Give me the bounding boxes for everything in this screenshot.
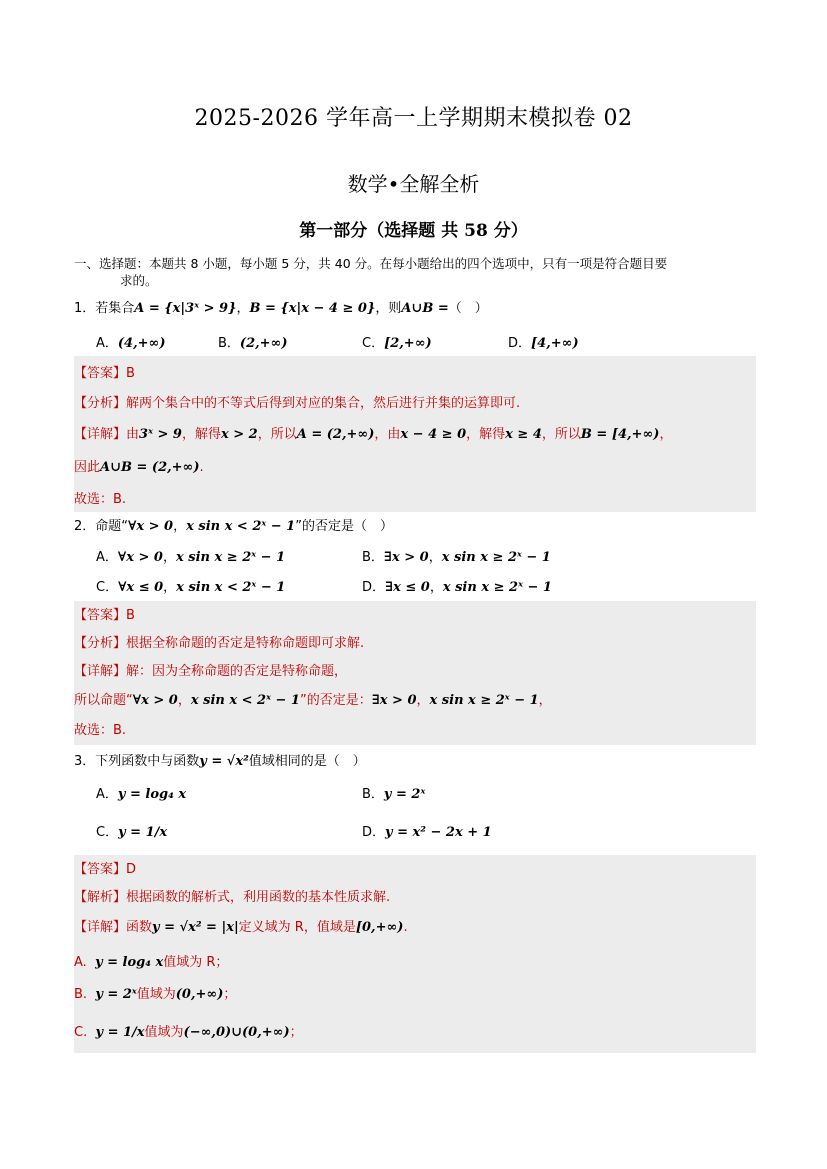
- q3-item-b-range: (0,+∞): [175, 987, 224, 1002]
- q1-option-a-math: (4,+∞): [117, 336, 166, 351]
- q3-answer-value: D: [126, 862, 137, 877]
- q1-answer-value: B: [126, 366, 135, 381]
- q1-option-b: [218, 332, 288, 351]
- q1-detail2-p2: .: [199, 460, 204, 475]
- q1-option-c: [362, 332, 432, 351]
- part-heading: 第一部分（选择题 共 58 分）: [299, 221, 528, 241]
- q2-detail2-p1: 所以命题“: [74, 693, 133, 708]
- q2-detail2-m3: ∃x > 0: [371, 693, 417, 708]
- q3-answer-tag: 【答案】: [74, 862, 127, 877]
- q2-option-c: [96, 576, 285, 595]
- q2-detail-tag: 【详解】: [74, 664, 127, 679]
- q2-detail2-m4: x sin x ≥ 2ˣ − 1: [429, 693, 539, 708]
- q2-choose: 故选：B.: [74, 723, 127, 738]
- q3-item-c-label: C.: [74, 1025, 88, 1040]
- q1-union: A∪B =: [401, 301, 449, 316]
- q1-detail-m3: A = (2,+∞): [296, 427, 375, 442]
- q1-choose: 故选：B.: [74, 492, 127, 507]
- q2-detail: [74, 660, 347, 679]
- q3-item-c: [74, 1021, 303, 1040]
- q3-item-c-text: 值域为: [144, 1025, 184, 1040]
- q3-detail-p3: .: [403, 920, 408, 935]
- q2-analysis-tag: 【分析】: [74, 636, 127, 651]
- q3-detail-p2: 定义域为 R，值域是: [238, 920, 356, 935]
- q2-detail2-m2: x sin x < 2ˣ − 1: [190, 693, 300, 708]
- q1-analysis: [74, 392, 520, 411]
- q1-answer-tag: 【答案】: [74, 366, 127, 381]
- q2-detail-text: 解：因为全称命题的否定是特称命题，: [126, 664, 348, 679]
- q1-detail2-p1: 因此: [74, 460, 101, 475]
- q1-option-b-label: B．: [218, 336, 240, 351]
- q1-detail-p4: ，由: [374, 427, 401, 442]
- q2-option-b-m1: ∃x > 0: [383, 550, 429, 565]
- q2-option-a-m2: x sin x ≥ 2ˣ − 1: [176, 550, 286, 565]
- q2-option-a: [96, 546, 285, 565]
- q1-sep: ，: [236, 301, 250, 316]
- q3-analysis-tag: 【解析】: [74, 890, 127, 905]
- q3-option-d: [362, 821, 492, 840]
- q1-analysis-tag: 【分析】: [74, 396, 127, 411]
- q1-detail-tag: 【详解】: [74, 427, 127, 442]
- q3-option-c-math: y = 1/x: [118, 825, 168, 840]
- q3-option-c-label: C．: [96, 825, 119, 840]
- q2-option-a-sep: ，: [162, 550, 176, 565]
- q1-detail-m1: 3ˣ > 9: [139, 427, 182, 442]
- page-title: 2025-2026 学年高一上学期期末模拟卷 02: [194, 106, 633, 131]
- q2-option-b: [362, 546, 551, 565]
- q2-detail2-sep2: ，: [416, 693, 430, 708]
- q2-option-c-m2: x sin x < 2ˣ − 1: [176, 580, 286, 595]
- q3-option-b-math: y = 2ˣ: [383, 787, 426, 802]
- q2-option-c-label: C．: [96, 580, 119, 595]
- question-3-stem: [74, 750, 366, 769]
- q3-item-a-label: A.: [74, 955, 87, 970]
- q2-stem-m2: x sin x < 2ˣ − 1: [186, 519, 296, 534]
- q2-answer-value: B: [126, 608, 135, 623]
- q3-item-c-range: (−∞,0)∪(0,+∞): [183, 1025, 290, 1040]
- q3-answer: [74, 858, 136, 877]
- q2-option-a-m1: ∀x > 0: [117, 550, 163, 565]
- q3-item-a-text: 值域为 R；: [163, 955, 229, 970]
- q2-analysis-text: 根据全称命题的否定是特称命题即可求解.: [126, 636, 365, 651]
- q1-detail-p1: 由: [126, 427, 140, 442]
- q2-option-b-m2: x sin x ≥ 2ˣ − 1: [441, 550, 551, 565]
- q2-detail2-m1: ∀x > 0: [132, 693, 178, 708]
- q1-option-b-math: (2,+∞): [239, 336, 288, 351]
- q1-analysis-text: 解两个集合中的不等式后得到对应的集合，然后进行并集的运算即可.: [126, 396, 521, 411]
- q3-item-a-math: y = log₄ x: [95, 955, 164, 970]
- q3-option-d-math: y = x² − 2x + 1: [385, 825, 492, 840]
- q3-analysis: [74, 886, 390, 905]
- q1-option-a-label: A．: [96, 336, 118, 351]
- q2-answer-tag: 【答案】: [74, 608, 127, 623]
- q3-item-b-text: 值域为: [136, 987, 176, 1002]
- q1-detail2-m1: A∪B = (2,+∞): [100, 460, 200, 475]
- q2-stem-m1: ∀x > 0: [128, 519, 174, 534]
- q1-set-a: A = {x|3ˣ > 9}: [134, 301, 237, 316]
- q2-option-b-sep: ，: [428, 550, 442, 565]
- q2-option-d-m2: x sin x ≥ 2ˣ − 1: [442, 580, 552, 595]
- q2-option-c-sep: ，: [163, 580, 177, 595]
- q1-detail: [74, 423, 672, 442]
- q3-item-c-end: ；: [289, 1025, 303, 1040]
- q1-stem-pre: 1．若集合: [74, 301, 135, 316]
- q3-option-d-label: D．: [362, 825, 386, 840]
- q2-detail2-p3: ，: [538, 693, 552, 708]
- q1-detail-m6: B = [4,+∞): [580, 427, 660, 442]
- q1-option-c-math: [2,+∞): [384, 336, 432, 351]
- q2-stem-pre: 2．命题“: [74, 519, 129, 534]
- section-instructions: [74, 255, 756, 289]
- q1-detail-p7: ，: [659, 427, 673, 442]
- page-subtitle: 数学•全解全析: [347, 172, 480, 196]
- q2-option-d-label: D．: [362, 580, 386, 595]
- q1-detail-line2: [74, 456, 204, 475]
- q1-option-a: [96, 332, 166, 351]
- q1-detail-m2: x > 2: [220, 427, 258, 442]
- q3-item-b-label: B.: [74, 987, 88, 1002]
- q3-option-a-label: A．: [96, 787, 118, 802]
- q2-option-b-label: B．: [362, 550, 384, 565]
- q2-analysis: [74, 632, 364, 651]
- q2-option-d-sep: ，: [429, 580, 443, 595]
- q2-option-c-m1: ∀x ≤ 0: [118, 580, 164, 595]
- question-2-stem: [74, 515, 393, 534]
- q1-detail-p5: ，解得: [466, 427, 506, 442]
- q3-item-c-math: y = 1/x: [95, 1025, 145, 1040]
- q3-option-a: [96, 783, 186, 802]
- section-instructions-line2: 求的。: [120, 273, 158, 288]
- q1-detail-m5: x ≥ 4: [505, 427, 542, 442]
- q3-detail-p1: 函数: [126, 920, 153, 935]
- q1-detail-p2: ，解得: [181, 427, 221, 442]
- q2-stem-sep: ，: [173, 519, 187, 534]
- q2-detail2-p2: ”的否定是：: [299, 693, 372, 708]
- q1-option-d-math: [4,+∞): [531, 336, 579, 351]
- q3-stem-pre: 3．下列函数中与函数: [74, 754, 200, 769]
- q1-set-b: B = {x|x − 4 ≥ 0}: [249, 301, 376, 316]
- q3-detail-m1: y = √x² = |x|: [152, 920, 239, 935]
- q3-detail-m2: [0,+∞): [355, 920, 404, 935]
- q3-item-b: [74, 983, 236, 1002]
- q3-item-b-end: ；: [223, 987, 237, 1002]
- q1-detail-p6: ，所以: [541, 427, 581, 442]
- q3-analysis-text: 根据函数的解析式，利用函数的基本性质求解.: [126, 890, 391, 905]
- q3-item-a: [74, 951, 228, 970]
- q2-option-a-label: A．: [96, 550, 118, 565]
- q3-detail-tag: 【详解】: [74, 920, 127, 935]
- q1-detail-p3: ，所以: [257, 427, 297, 442]
- q2-answer: [74, 604, 135, 623]
- q1-answer: [74, 362, 135, 381]
- q1-detail-m4: x − 4 ≥ 0: [400, 427, 467, 442]
- q2-detail-line2: [74, 689, 552, 708]
- q2-option-d: [362, 576, 552, 595]
- q1-stem-post: （ ）: [448, 301, 488, 316]
- q2-option-d-m1: ∃x ≤ 0: [385, 580, 430, 595]
- q3-stem-math: y = √x²: [199, 754, 249, 769]
- q3-option-b-label: B．: [362, 787, 384, 802]
- question-1-stem: [74, 297, 488, 316]
- q1-option-c-label: C．: [362, 336, 385, 351]
- section-instructions-line1: 一、选择题：本题共 8 小题，每小题 5 分，共 40 分。在每小题给出的四个选项中，只有一项是符合题目要: [74, 256, 668, 271]
- q2-stem-post: ”的否定是（ ）: [295, 519, 393, 534]
- q1-stem-mid: ，则: [375, 301, 402, 316]
- q3-option-c: [96, 821, 167, 840]
- q3-item-b-math: y = 2ˣ: [95, 987, 137, 1002]
- q1-option-d: [508, 332, 579, 351]
- q1-option-d-label: D．: [508, 336, 532, 351]
- q3-option-a-math: y = log₄ x: [117, 787, 187, 802]
- q2-detail2-sep: ，: [177, 693, 191, 708]
- q3-option-b: [362, 783, 425, 802]
- q3-stem-post: 值域相同的是（ ）: [248, 754, 366, 769]
- q3-detail: [74, 916, 408, 935]
